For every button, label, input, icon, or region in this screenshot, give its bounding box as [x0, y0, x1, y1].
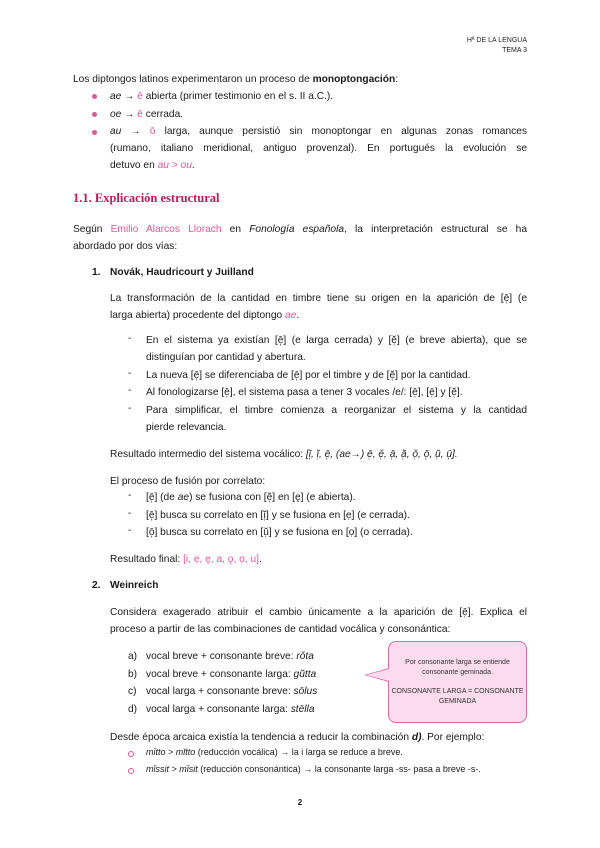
- item1-number: 1.: [92, 267, 101, 278]
- bullet-icon: [92, 94, 97, 99]
- combo-item: vocal larga + consonante larga: stēlla: [146, 704, 315, 715]
- item1-paragraph: La transformación de la cantidad en timbre tiene su origen en la aparición de [ē̜] (e larga abierta) procedente del diptongo ae.: [110, 293, 527, 321]
- callout-pointer-fill: [366, 669, 389, 681]
- item2-paragraph: Considera exagerado atribuir el cambio únicamente a la aparición de [ē̜]. Explica el proceso a partir de las combinaciones de cantidad vocálica y consonántica:: [110, 607, 527, 635]
- diphthong-ae: ae → ē abierta (primer testimonio en el s. II a.C.).: [110, 91, 334, 102]
- page-header: [467, 36, 527, 56]
- item1-title: Novák, Haudricourt y Juilland: [110, 267, 254, 278]
- fusion-step: [ē̜] (de ae) se fusiona con [ĕ̜] en [ę] (e abierta).: [146, 492, 356, 503]
- author-link: Emilio Alarcos Llorach: [110, 224, 222, 235]
- dash-icon: -: [128, 385, 132, 396]
- item2-number: 2.: [92, 580, 101, 591]
- combo-letter: c): [128, 686, 137, 697]
- final-result: Resultado final: [i, ẹ, ę, a, ǫ, ọ, u].: [110, 554, 262, 565]
- dash-icon: -: [128, 403, 132, 414]
- item1-point: Para simplificar, el timbre comienza a reorganizar el sistema y la cantidad pierde relevancia.: [146, 405, 527, 433]
- fusion-step: [ē̩] busca su correlato en [ĭ̜] y se fusiona en [ẹ] (e cerrada).: [146, 510, 410, 521]
- intermediate-result: Resultado intermedio del sistema vocálico: [ī̩, ĭ̜, ē̩, (ae→) ē̜, ĕ̜, ā̜, ă̜, ŏ̜, ō̩, ŭ̜, ū̩].: [110, 449, 458, 460]
- combo-item: vocal breve + consonante larga: gŭtta: [146, 669, 317, 680]
- item1-point: La nueva [ē̜] se diferenciaba de [ē̩] por el timbre y de [ĕ̜] por la cantidad.: [146, 370, 471, 381]
- note-callout: Por consonante larga se entiende consonante geminada. CONSONANTE LARGA = CONSONANTE GEMINADA: [388, 641, 527, 723]
- bullet-icon: [92, 130, 97, 135]
- item1-point: En el sistema ya existían [ē̩] (e larga cerrada) y [ĕ̜] (e breve abierta), que se distinguían por cantidad y abertura.: [146, 335, 527, 363]
- header-topic: TEMA 3: [502, 47, 527, 54]
- dash-icon: -: [128, 333, 132, 344]
- dash-icon: -: [128, 508, 132, 519]
- dash-icon: -: [128, 525, 132, 536]
- dash-icon: -: [128, 368, 132, 379]
- intro-line: Los diptongos latinos experimentaron un proceso de monoptongación:: [73, 74, 399, 85]
- diphthong-oe: oe → ē cerrada.: [110, 109, 184, 120]
- bullet-icon: [92, 112, 97, 117]
- example-item: mīssit > mīsit (reducción consonántica) → la consonante larga -ss- pasa a breve -s-.: [146, 764, 481, 774]
- diphthong-au: au → ō larga, aunque persistió sin monoptongar en algunas zonas romances (rumano, italiano meridional, antiguo provenzal). En portugués la evolución se detuvo en au > ou.: [110, 126, 527, 171]
- fusion-step: [ō̩] busca su correlato en [ŭ̜] y se fusiona en [ọ] (o cerrada).: [146, 527, 413, 538]
- combo-letter: a): [128, 651, 138, 662]
- tendency-line: Desde época arcaica existía la tendencia a reducir la combinación d). Por ejemplo:: [110, 732, 485, 743]
- monoptongacion-term: monoptongación: [312, 74, 396, 85]
- circle-bullet-icon: [128, 751, 134, 757]
- page-number: 2: [297, 798, 303, 807]
- intro2-paragraph: Según Emilio Alarcos Llorach en Fonología española, la interpretación estructural se ha abordado por dos vías:: [73, 224, 527, 252]
- item2-title: Weinreich: [110, 580, 159, 591]
- example-item: mītto > mĭtto (reducción vocálica) → la i larga se reduce a breve.: [146, 747, 403, 757]
- combo-item: vocal breve + consonante breve: rŏta: [146, 651, 314, 662]
- section-title: 1.1. Explicación estructural: [73, 191, 220, 205]
- combo-item: vocal larga + consonante breve: sōlus: [146, 686, 318, 697]
- fusion-title: El proceso de fusión por correlato:: [110, 476, 266, 487]
- combo-letter: b): [128, 669, 138, 680]
- header-subject: Hª DE LA LENGUA: [466, 37, 527, 44]
- combo-letter: d): [128, 704, 138, 715]
- item1-point: Al fonologizarse [ē̜], el sistema pasa a tener 3 vocales /e/: [ē̩], [ē̜] y [ĕ̜].: [146, 387, 463, 398]
- dash-icon: -: [128, 490, 132, 501]
- circle-bullet-icon: [128, 768, 134, 774]
